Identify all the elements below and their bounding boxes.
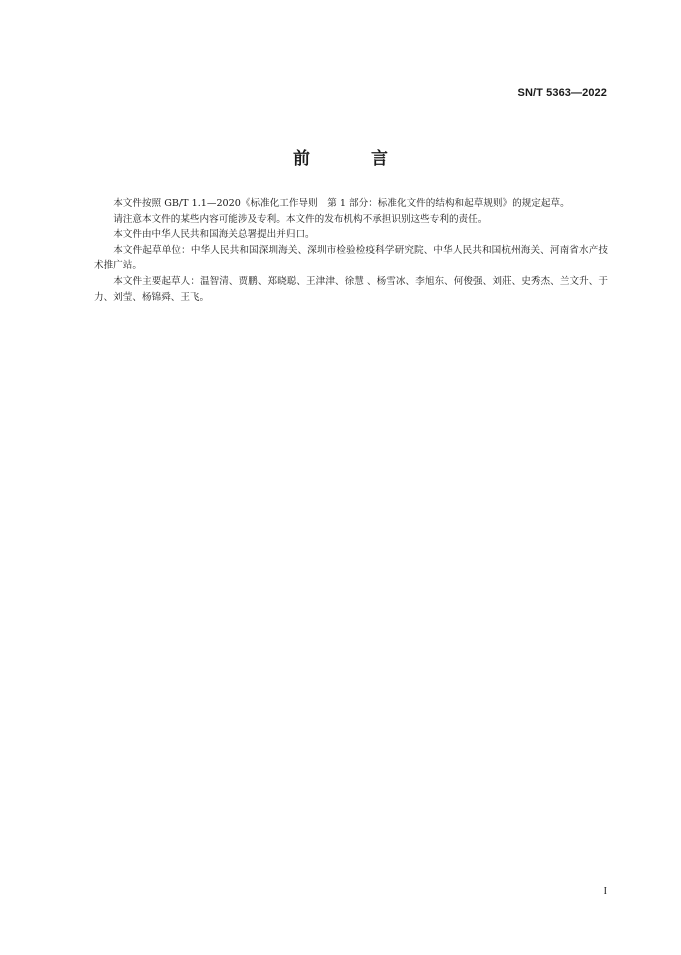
foreword-body	[94, 196, 608, 305]
paragraph-drafters: 本文件主要起草人：温智清、贾鹏、郑晓聪、王津津、徐慧 、杨雪冰、李旭东、何俊强、刘莊、史秀杰、兰文升、于力、刘莹、杨锦舜、王飞。	[94, 275, 608, 303]
paragraph-proposer: 本文件由中华人民共和国海关总署提出并归口。	[113, 229, 315, 241]
page-title: 前 言	[293, 149, 410, 169]
standard-code: SN/T 5363—2022	[517, 87, 607, 99]
page-number: I	[603, 886, 607, 897]
paragraph-drafting-rules: 本文件按照 GB/T 1.1—2020《标准化工作导则 第 1 部分：标准化文件的结构和起草规则》的规定起草。	[113, 198, 570, 209]
paragraph-patent-notice: 请注意本文件的某些内容可能涉及专利。本文件的发布机构不承担识别这些专利的责任。	[113, 213, 488, 225]
paragraph-drafting-units: 本文件起草单位：中华人民共和国深圳海关、深圳市检验检疫科学研究院、中华人民共和国杭州海关、河南省水产技术推广站。	[94, 244, 608, 272]
